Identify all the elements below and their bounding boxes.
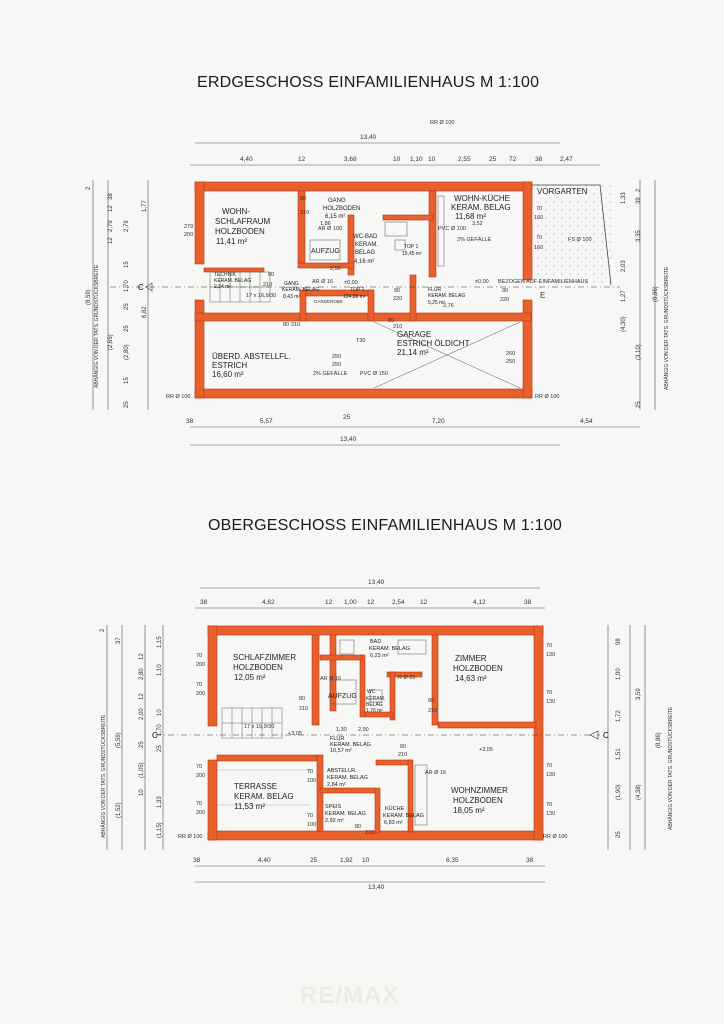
eg-room-wohnschlaf-name2: SCHLAFRAUM [215,217,271,226]
eg-dim-top-1: 12 [298,156,306,163]
og-d200d: 200 [196,810,206,816]
eg-side-left-4: 12 [108,237,114,244]
eg-side-left-3: 2,79 [108,220,114,232]
og-side-left-13: 1,33 [157,796,163,808]
eg-side-left-11: 25 [124,325,130,332]
og-total-top: 13,40 [368,579,385,586]
og-d130e: 1,30 [336,727,347,733]
eg-d250b: 250 [332,362,342,368]
og-dim-bottom-5: 6,35 [446,857,459,864]
eg-pvc-2: PVC Ø 150 [360,371,388,377]
eg-side-right-1: 39 [636,197,642,204]
og-room-schlaf-area: 12,05 m² [234,673,266,682]
og-stair-label: 17 x 16,9/30 [244,724,275,730]
og-d80a: 80 [299,696,306,702]
og-total-bottom: 13,40 [368,884,385,891]
eg-side-left-0: 2 [86,186,92,190]
eg-axis-mark-left: C [138,283,144,292]
og-side-right-7: (8,86) [656,732,662,748]
eg-d276: 2,76 [443,303,454,309]
og-side-left-4: 12 [139,653,145,660]
eg-dim-top-6: 2,55 [458,156,471,163]
eg-total-top: 13,40 [360,134,377,141]
og-room-zimmer-name2: HOLZBODEN [453,664,503,673]
og-d130a: 130 [546,652,556,658]
eg-room-abstell-area: 16,60 m² [212,370,244,379]
eg-side-left-16: (8,59) [86,289,92,305]
og-d80b: 80 [428,698,435,704]
eg-d70b: 70 [536,235,543,241]
eg-d220: 220 [393,296,403,302]
eg-dim-bottom-4: 4,54 [580,418,593,425]
eg-d210d: 210 [393,324,403,330]
eg-room-vorgarten: VORGARTEN [537,187,588,196]
eg-plan [86,120,670,445]
og-side-left-11: (1,05) [139,762,145,778]
og-d290: 2,90 [358,727,369,733]
og-room-bad-name2: KERAM. BELAG [369,646,410,652]
eg-dim-top-9: 38 [535,156,543,163]
og-room-aufzug: AUFZUG [328,693,357,700]
eg-room-garage-name2: ESTRICH ÖLDICHT [397,339,470,348]
og-room-wc-name: WC [367,689,376,695]
og-room-abstell-area: 2,84 m² [327,782,346,788]
eg-side-left-9: (2,65) [108,334,114,350]
eg-side-left-10: (2,80) [124,344,130,360]
og-d130b: 130 [546,699,556,705]
eg-room-wcbad-area: 4,16 m² [354,259,375,265]
og-level: +3,05 [288,731,302,737]
eg-level-b: ±0,00 [475,279,489,285]
eg-room-kueche-name: WOHN-KÜCHE [454,194,510,203]
eg-stair-label: 17 x 16,9/30 [246,293,277,299]
eg-gefaelle-2: 2% GEFÄLLE [313,371,348,377]
og-room-wohn-name2: HOLZBODEN [453,796,503,805]
eg-d80b: 80 [268,272,275,278]
eg-side-right-6: (4,30) [621,316,627,332]
og-axis-mark-right: C [603,731,609,740]
eg-room-technik-name2: KERAM. BELAG [214,278,252,284]
eg-room-garage-name: GARAGE [397,330,432,339]
eg-d70a: 70 [536,206,543,212]
eg-room-gang2-name2: KERAM. BELAG [282,287,320,293]
og-room-abstell-name2: KERAM. BELAG [327,775,368,781]
eg-room-wcbad-name: WC-BAD [353,234,378,240]
og-room-speis-name2: KERAM. BELAG [325,811,366,817]
eg-room-gang-area: 6,15 m² [325,214,346,220]
og-side-note-right: ABHÄNGIG VON DER TATS. GRUNDSTÜCKSBREITE [668,706,674,830]
og-d100a: 100 [307,822,317,828]
og-room-flur-name2: KERAM. BELAG [330,742,371,748]
og-room-flur-name: FLUR [330,736,345,742]
eg-side-right-3: 3,35 [636,230,642,242]
eg-side-left-14: 1,77 [142,200,148,212]
og-room-bad-area: 6,23 m² [370,653,389,659]
eg-side-left-8: 25 [124,303,130,310]
eg-level: ±0,00 [344,280,358,286]
eg-side-right-5: 1,27 [621,290,627,302]
og-room-terrasse-area: 11,53 m² [234,802,265,811]
og-dim-top-5: 2,54 [392,599,405,606]
eg-side-note-left: ABHÄNGIG VON DER TATS. GRUNDSTÜCKSBREITE [94,264,100,388]
og-room-schlaf-name2: HOLZBODEN [233,663,283,672]
eg-side-right-9: 25 [636,401,642,408]
og-side-right-2: 3,59 [636,688,642,700]
eg-side-note-right: ABHÄNGIG VON DER TATS. GRUNDSTÜCKSBREITE [664,266,670,390]
og-room-kueche-name2: KERAM. BELAG [383,813,424,819]
og-dim-bottom-3: 1,92 [340,857,353,864]
og-room-terrasse-name2: KERAM. BELAG [234,792,294,801]
og-ar-2: AR Ø 16 [425,770,447,776]
eg-dim-bottom-1: 5,57 [260,418,273,425]
eg-room-wcbad-name3: BELAG [355,250,376,256]
og-side-left-0: 2 [100,628,106,632]
og-room-schlaf-name: SCHLAFZIMMER [233,653,297,662]
og-ar: AR Ø 16 [320,676,342,682]
eg-total-bottom: 13,40 [340,436,357,443]
eg-d210c: 210 [291,322,301,328]
og-room-wc-name3: BELAG [366,702,383,708]
eg-dim-top-10: 2,47 [560,156,573,163]
eg-dim-top-5: 10 [428,156,436,163]
eg-ar-2: AR Ø 16 [312,279,334,285]
eg-dim-top-3: 10 [393,156,401,163]
eg-side-right-0: 2 [636,188,642,192]
og-dim-top-1: 4,62 [262,599,275,606]
og-d70e: 70 [546,763,553,769]
eg-top1-name: TOP 1 [404,244,419,250]
eg-room-aufzug: AUFZUG [311,248,340,255]
eg-room-flur-area: 5,25 m² [428,300,445,306]
og-room-zimmer-name: ZIMMER [455,654,487,663]
eg-room-wohnschlaf-name: WOHN- [222,207,250,216]
og-side-left-3: 1,10 [157,664,163,676]
eg-room-kueche-area: 11,68 m² [455,212,486,221]
og-room-kueche-area: 6,83 m² [384,820,403,826]
og-dim-top-0: 38 [200,599,208,606]
eg-side-left-5: 2,79 [124,220,130,232]
eg-side-right-4: 2,03 [621,260,627,272]
og-d70f: 70 [546,802,553,808]
og-d200a: 200 [196,662,206,668]
og-dim-top-3: 1,00 [344,599,357,606]
eg-side-left-1: 38 [108,193,114,200]
og-d70b: 70 [196,682,203,688]
vorgarten [531,185,611,285]
eg-d200: 200 [184,232,194,238]
eg-d90b: 90 [502,288,509,294]
og-side-right-6: (4,38) [636,784,642,800]
eg-room-garage-area: 21,14 m² [397,348,429,357]
og-side-right-1: 1,90 [616,668,622,680]
og-rr-1: RR Ø 100 [178,834,203,840]
og-side-left-5: 2,80 [139,668,145,680]
eg-rr-3: RR Ø 100 [430,120,455,126]
og-room-abstell-name: ABSTELLR. [327,768,357,774]
og-side-right-0: 98 [616,638,622,645]
og-room-wc-name2: KERAM. [366,696,386,702]
eg-side-right-7: (3,10) [636,344,642,360]
og-room-speis-name: SPEIS [325,804,342,810]
og-d200b: 200 [196,691,206,697]
eg-gefaelle-1: 2% GEFÄLLE [457,237,492,243]
remax-watermark: RE/MAX [300,982,400,1009]
eg-d80c: 80 [283,322,290,328]
og-d70c: 70 [546,643,553,649]
og-d200c: 200 [196,773,206,779]
og-side-left-14: 10 [139,789,145,796]
eg-room-flur-name2: KERAM. BELAG [428,293,466,299]
og-d100b: 100 [307,778,317,784]
og-d70i: 70 [307,813,314,819]
og-d70d: 70 [546,690,553,696]
eg-room-abstell-name: ÜBERD. ABSTELLFL. [212,352,291,361]
og-plan [100,579,674,891]
og-axis-mark-left: C [152,731,158,740]
og-d210c: 210 [365,830,375,836]
eg-dim-top-7: 25 [489,156,497,163]
eg-ar-1: AR Ø 100 [318,226,343,232]
eg-dim-top-4: 1,10 [410,156,423,163]
eg-room-wcbad-name2: KERAM. [355,242,379,248]
eg-dim-bottom-2: 25 [343,414,351,421]
eg-d250a: 250 [332,354,342,360]
eg-side-right-2: 1,33 [621,192,627,204]
eg-room-kueche-name2: KERAM. BELAG [451,203,511,212]
eg-dim-bottom-3: 7,20 [432,418,445,425]
eg-d260: 260 [506,351,516,357]
eg-d250c: 250 [506,359,516,365]
og-side-left-15: (1,52) [116,802,122,818]
eg-d186: 1,86 [320,221,331,227]
og-room-wc-area: 1,76 m² [366,708,383,714]
eg-d352: 3,52 [472,221,483,227]
og-side-left-1: 37 [116,637,122,644]
og-d210a: 210 [299,706,309,712]
og-dim-top-2: 12 [325,599,333,606]
eg-d210a: 210 [300,210,310,216]
og-d210b: 210 [428,708,438,714]
eg-side-left-2: 12 [108,205,114,212]
og-side-left-10: 25 [139,741,145,748]
eg-bezogen: BEZOGEN AUF EINFAMILIENHAUS [498,279,589,285]
eg-room-gang2-name: GANG [284,281,299,287]
eg-side-left-13: 25 [124,401,130,408]
og-d70g: 70 [196,764,203,770]
eg-title: ERDGESCHOSS EINFAMILIENHAUS M 1:100 [197,74,540,91]
eg-side-left-7: 1,70 [124,280,130,292]
eg-d220b: 220 [500,297,510,303]
eg-d279: 279 [184,224,194,230]
eg-top1-area: 15,45 m² [402,251,422,257]
og-side-left-6: 12 [139,693,145,700]
eg-room-technik-area: 2,34 m² [214,284,231,290]
og-dim-top-8: 38 [524,599,532,606]
eg-side-left-12: 15 [124,377,130,384]
eg-d160b: 160 [534,245,544,251]
og-room-bad-name: BAD [370,639,382,645]
og-room-wohn-name: WOHNZIMMER [451,786,508,795]
eg-d80a: 80 [300,196,307,202]
og-level-2: +3,05 [479,747,493,753]
og-r65: R Ø 65 [398,675,416,681]
eg-t30: T30 [356,338,366,344]
og-dim-bottom-0: 38 [193,857,201,864]
og-d130c: 130 [546,772,556,778]
og-side-left-2: 1,15 [157,636,163,648]
eg-pvc-1: PVC Ø 100 [438,226,466,232]
og-side-left-12: 25 [157,745,163,752]
eg-dim-top-2: 3,68 [344,156,357,163]
og-side-right-8: 25 [616,831,622,838]
og-dim-top-6: 12 [420,599,428,606]
eg-dim-bottom-0: 38 [186,418,194,425]
eg-top2-name: TOP 2 [350,287,365,293]
og-side-right-3: 1,72 [616,710,622,722]
og-d70a: 70 [196,653,203,659]
eg-side-left-15: 6,82 [142,306,148,318]
eg-room-flur-name: FLUR [428,287,442,293]
eg-garderobe: GARDEROBE [314,299,343,304]
og-side-left-7: 2,00 [139,708,145,720]
og-room-flur-area: 10,57 m² [330,748,352,754]
og-d80d: 80 [400,744,407,750]
og-rr-2: RR Ø 100 [543,834,568,840]
eg-room-wohnschlaf-area: 11,41 m² [216,237,247,246]
eg-d256: 2,56 [330,266,341,272]
og-stair [222,708,282,738]
eg-rr-2: RR Ø 100 [535,394,560,400]
og-dim-bottom-2: 25 [310,857,318,864]
og-side-note-left: ABHÄNGIG VON DER TATS. GRUNDSTÜCKSBREITE [101,714,107,838]
og-side-left-16: (1,15) [157,822,163,838]
eg-rr-1: RR Ø 100 [166,394,191,400]
eg-room-abstell-name2: ESTRICH [212,361,248,370]
og-side-left-8: 10 [157,709,163,716]
og-dim-bottom-4: 10 [362,857,370,864]
og-room-kueche-name: KÜCHE [385,806,405,812]
og-side-left-9: 1,70 [157,724,163,736]
eg-room-technik-name: TECHNIK [214,272,236,278]
eg-room-gang-name: GANG [328,198,346,204]
og-d210d: 210 [398,752,408,758]
eg-dim-top-0: 4,40 [240,156,253,163]
og-dim-top-4: 12 [367,599,375,606]
og-side-left-17: (5,59) [116,732,122,748]
eg-e: E [540,291,546,300]
eg-room-gang-name2: HOLZBODEN [323,206,361,212]
eg-side-left-6: 15 [124,261,130,268]
og-d130d: 130 [546,811,556,817]
og-room-speis-area: 2,92 m² [325,818,344,824]
eg-d90a: 90 [394,288,401,294]
og-d80c: 80 [355,824,362,830]
eg-side-right-8: (8,86) [653,286,659,302]
eg-d210b: 210 [263,282,273,288]
og-room-zimmer-area: 14,63 m² [455,674,487,683]
og-side-right-4: 1,51 [616,748,622,760]
og-title: OBERGESCHOSS EINFAMILIENHAUS M 1:100 [208,517,562,534]
og-side-right-5: (1,90) [616,784,622,800]
og-dim-bottom-1: 4,40 [258,857,271,864]
og-d70h: 70 [196,801,203,807]
eg-d160a: 160 [534,215,544,221]
og-room-wohn-area: 18,05 m² [453,806,485,815]
eg-dim-top-8: 72 [509,156,517,163]
eg-fs: FS Ø 100 [568,237,592,243]
og-d70j: 70 [307,769,314,775]
og-dim-bottom-6: 38 [526,857,534,864]
eg-top2-area: 124,88 m² [343,294,366,300]
og-dim-top-7: 4,12 [473,599,486,606]
eg-room-gang2-area: 8,43 m² [283,294,300,300]
eg-room-wohnschlaf-name3: HOLZBODEN [215,227,265,236]
og-room-terrasse-name: TERRASSE [234,782,278,791]
eg-d80d: 80 [388,318,395,324]
